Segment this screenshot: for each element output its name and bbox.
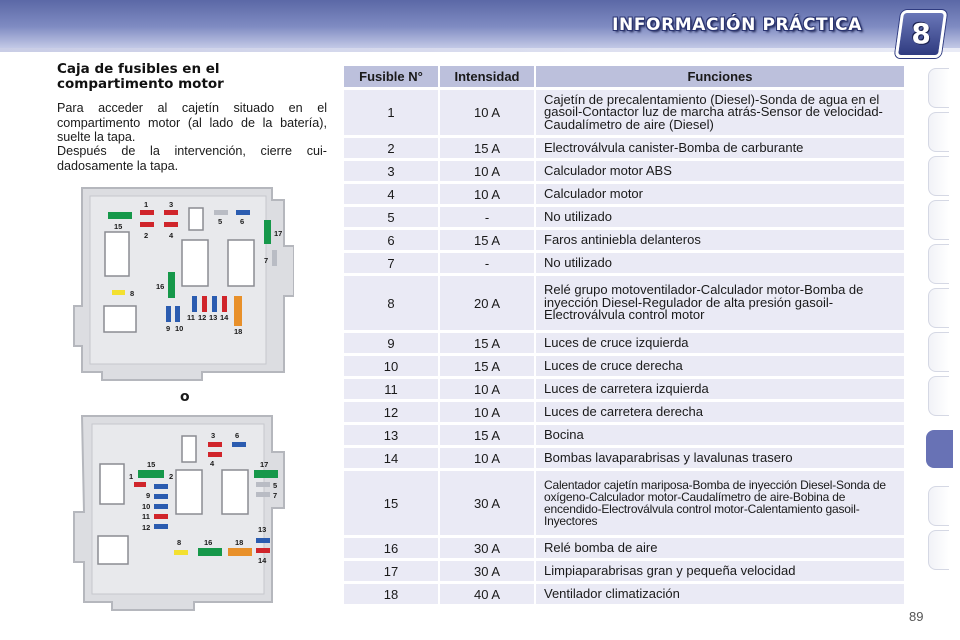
fuse-label: 18 — [234, 327, 243, 336]
table-row — [344, 230, 904, 250]
function-cell: No utilizado — [536, 253, 904, 273]
fuse-label: 16 — [204, 538, 213, 547]
amperage-cell: - — [440, 207, 536, 227]
amperage-cell: 15 A — [440, 333, 536, 353]
function-cell: Calculador motor — [536, 184, 904, 204]
chapter-tab[interactable] — [928, 486, 949, 526]
page-number: 89 — [909, 609, 924, 624]
amperage-cell: 10 A — [440, 161, 536, 181]
fuse-number-cell: 9 — [344, 333, 440, 353]
fuse-number-cell: 6 — [344, 230, 440, 250]
chapter-tab[interactable] — [928, 530, 949, 570]
function-cell: Limpiaparabrisas gran y pequeña velocidad — [536, 561, 904, 581]
fuse-label: 13 — [209, 313, 218, 322]
table-row — [344, 584, 904, 604]
chapter-tabs — [928, 68, 950, 578]
table-row — [344, 138, 904, 158]
fuse-label: 2 — [144, 231, 149, 240]
chapter-tab[interactable] — [928, 200, 949, 240]
column-header-fuse-number: Fusible N° — [344, 66, 440, 87]
amperage-cell: 10 A — [440, 448, 536, 468]
fuse-label: 4 — [210, 459, 215, 468]
diagram-separator: o — [180, 389, 190, 405]
table-row — [344, 207, 904, 227]
fuse-number-cell: 5 — [344, 207, 440, 227]
amperage-cell: 30 A — [440, 538, 536, 558]
fuse-number-cell: 4 — [344, 184, 440, 204]
function-cell: Faros antiniebla delanteros — [536, 230, 904, 250]
fuse-label: 8 — [130, 289, 135, 298]
table-row — [344, 276, 904, 330]
fuse-number-cell: 17 — [344, 561, 440, 581]
function-cell: No utilizado — [536, 207, 904, 227]
function-cell: Calculador motor ABS — [536, 161, 904, 181]
fuse-number-cell: 15 — [344, 471, 440, 535]
amperage-cell: 15 A — [440, 425, 536, 445]
table-row — [344, 90, 904, 135]
function-cell: Luces de cruce derecha — [536, 356, 904, 376]
table-row — [344, 402, 904, 422]
chapter-badge — [895, 10, 948, 58]
amperage-cell: 15 A — [440, 356, 536, 376]
fuse-label: 6 — [235, 431, 240, 440]
fuse-number-cell: 12 — [344, 402, 440, 422]
fuse-label: 9 — [146, 491, 151, 500]
instruction-paragraph: Después de la intervención, cierre cui-dadosamente la tapa. — [57, 144, 327, 173]
table-row — [344, 561, 904, 581]
table-row — [344, 538, 904, 558]
fuse-label: 1 — [144, 200, 149, 209]
fuse-label: 11 — [142, 512, 150, 521]
fuse-number-cell: 10 — [344, 356, 440, 376]
fuse-number-cell: 13 — [344, 425, 440, 445]
fuse-number-cell: 3 — [344, 161, 440, 181]
chapter-tab[interactable] — [928, 288, 949, 328]
function-cell: Relé bomba de aire — [536, 538, 904, 558]
fuse-label: 10 — [175, 324, 184, 333]
function-cell: Bombas lavaparabrisas y lavalunas trasero — [536, 448, 904, 468]
fuse-number-cell: 2 — [344, 138, 440, 158]
fuse-label: 2 — [169, 472, 174, 481]
table-row — [344, 333, 904, 353]
chapter-tab[interactable] — [928, 112, 949, 152]
fuse-label: 14 — [258, 556, 267, 565]
function-cell: Relé grupo motoventilador-Calculador motor-Bomba de inyección Diesel-Regulador de alta presión gasoil-Electroválvula control motor — [536, 276, 904, 330]
page-header-title: INFORMACIÓN PRÁCTICA — [612, 15, 862, 35]
amperage-cell: 15 A — [440, 230, 536, 250]
fuse-table — [344, 63, 904, 607]
chapter-tab[interactable] — [928, 332, 949, 372]
instruction-paragraph: Para acceder al cajetín situado en el compartimento motor (al lado de la batería), suelte la tapa. — [57, 101, 327, 144]
function-cell: Electroválvula canister-Bomba de carburante — [536, 138, 904, 158]
fuse-label: 6 — [240, 217, 245, 226]
fuse-label: 12 — [198, 313, 207, 322]
amperage-cell: 15 A — [440, 138, 536, 158]
table-row — [344, 425, 904, 445]
fuse-label: 9 — [166, 324, 171, 333]
fuse-label: 5 — [218, 217, 223, 226]
function-cell: Luces de carretera izquierda — [536, 379, 904, 399]
amperage-cell: 40 A — [440, 584, 536, 604]
table-row — [344, 356, 904, 376]
fuse-label: 7 — [264, 256, 269, 265]
function-cell: Bocina — [536, 425, 904, 445]
amperage-cell: 30 A — [440, 471, 536, 535]
fuse-label: 11 — [187, 313, 195, 322]
function-cell: Luces de carretera derecha — [536, 402, 904, 422]
chapter-tab[interactable] — [928, 244, 949, 284]
fuse-label: 5 — [273, 481, 278, 490]
fuse-label: 4 — [169, 231, 174, 240]
amperage-cell: - — [440, 253, 536, 273]
fuse-label: 13 — [258, 525, 267, 534]
fuse-label: 7 — [273, 491, 278, 500]
chapter-tab[interactable] — [928, 156, 949, 196]
fuse-label: 1 — [129, 472, 134, 481]
fuse-number-cell: 11 — [344, 379, 440, 399]
function-cell: Cajetín de precalentamiento (Diesel)-Sonda de agua en el gasoil-Contactor luz de marcha atrás-Sensor de velocidad-Caudalímetro de aire (Diesel) — [536, 90, 904, 135]
amperage-cell: 30 A — [440, 561, 536, 581]
fuse-number-cell: 8 — [344, 276, 440, 330]
header-strip — [0, 48, 960, 52]
fuse-number-cell: 7 — [344, 253, 440, 273]
fuse-label: 3 — [169, 200, 174, 209]
fuse-label: 18 — [235, 538, 244, 547]
fuse-label: 17 — [260, 460, 269, 469]
fuse-box-diagram-2 — [72, 412, 294, 612]
fuse-number-cell: 14 — [344, 448, 440, 468]
column-header-functions: Funciones — [536, 66, 904, 87]
amperage-cell: 10 A — [440, 90, 536, 135]
chapter-tab[interactable] — [928, 376, 949, 416]
fuse-label: 16 — [156, 282, 165, 291]
fuse-number-cell: 18 — [344, 584, 440, 604]
function-cell: Calentador cajetín mariposa-Bomba de inyección Diesel-Sonda de oxígeno-Calculador motor-Caudalímetro de aire-Bobina de encendido-Electroválvula control motor-Calentamiento gasoil-Inyectores — [536, 471, 904, 535]
amperage-cell: 10 A — [440, 184, 536, 204]
table-row — [344, 184, 904, 204]
column-header-amperage: Intensidad — [440, 66, 536, 87]
fuse-number-cell: 1 — [344, 90, 440, 135]
fuse-label: 15 — [147, 460, 156, 469]
fuse-number-cell: 16 — [344, 538, 440, 558]
table-row — [344, 471, 904, 535]
fuse-label: 14 — [220, 313, 229, 322]
fuse-label: 12 — [142, 523, 151, 532]
function-cell: Ventilador climatización — [536, 584, 904, 604]
fuse-label: 8 — [177, 538, 182, 547]
fuse-label: 3 — [211, 431, 216, 440]
amperage-cell: 10 A — [440, 379, 536, 399]
table-row — [344, 448, 904, 468]
chapter-number: 8 — [911, 17, 931, 50]
fuse-label: 17 — [274, 229, 283, 238]
chapter-tab-active[interactable] — [926, 430, 953, 468]
fuse-label: 10 — [142, 502, 151, 511]
amperage-cell: 10 A — [440, 402, 536, 422]
table-header-row — [344, 66, 904, 87]
table-row — [344, 253, 904, 273]
section-title: Caja de fusibles en el compartimento motor — [57, 61, 224, 92]
fuse-box-diagram-1 — [72, 186, 294, 384]
amperage-cell: 20 A — [440, 276, 536, 330]
chapter-tab[interactable] — [928, 68, 949, 108]
fuse-label: 15 — [114, 222, 123, 231]
function-cell: Luces de cruce izquierda — [536, 333, 904, 353]
table-row — [344, 161, 904, 181]
table-row — [344, 379, 904, 399]
